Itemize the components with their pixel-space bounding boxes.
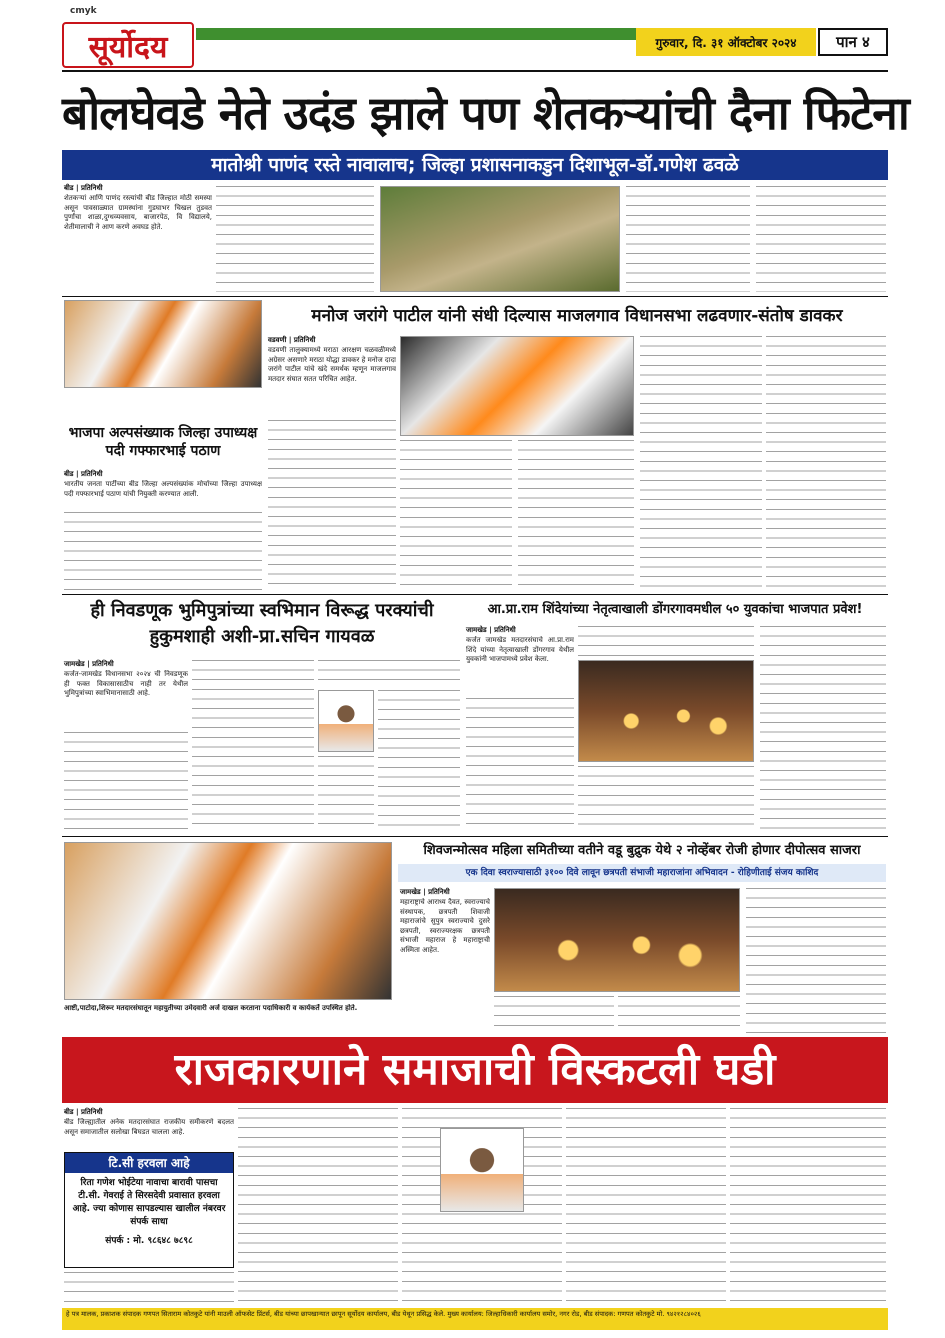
lead-dateline: बीड | प्रतिनिधी bbox=[64, 184, 103, 192]
story5-group-photo bbox=[578, 660, 754, 762]
classified-contact: संपर्क : मो. ९८६४८ ७८९८ bbox=[105, 1236, 193, 1246]
classified-ad bbox=[64, 1152, 234, 1268]
print-imprint: हे पत्र मालक, प्रकाशक संपादक गणपत सिताराम कोतकुटे यांनी माउली ऑफसेट प्रिंटर्स, बीड यांच्या छापखान्यात छापून सूर्योदय कार्यालय, बीड येथून प्रसिद्ध केले. मुख्य कार्यालय: जिल्हाधिकारी कार्यालय समोर, नगर रोड, बीड संपादक: गणपत कोतकुटे मो. ९४२१२८४०२६ bbox=[62, 1308, 888, 1330]
story4-column-3a bbox=[318, 660, 460, 688]
bottom-dateline: बीड | प्रतिनिधी bbox=[64, 1108, 103, 1116]
story2-column-2b bbox=[518, 440, 634, 590]
story5-dateline: जामखेड | प्रतिनिधी bbox=[466, 626, 516, 634]
story4-dateline: जामखेड | प्रतिनिधी bbox=[64, 660, 114, 668]
bottom-column-2 bbox=[238, 1108, 398, 1304]
nomination-photo bbox=[64, 842, 392, 1000]
story3-body bbox=[64, 512, 262, 590]
story2-column-3 bbox=[640, 336, 762, 590]
story6-subhead: एक दिवा स्वराज्यासाठी ३१०० दिवे लावून छत्रपती संभाजी महाराजांना अभिवादन - रोहिणीताई संजय काशिद bbox=[398, 864, 886, 882]
cmyk-mark-top: cmyk bbox=[70, 6, 97, 16]
section-rule bbox=[62, 296, 888, 297]
newspaper-logo: सूर्योदय bbox=[62, 22, 194, 68]
story3-headline: भाजपा अल्पसंख्याक जिल्हा उपाध्यक्ष पदी गफ्फारभाई पठाण bbox=[68, 425, 258, 459]
story5-column-3 bbox=[760, 626, 886, 832]
story5-headline: आ.प्रा.राम शिंदेयांच्या नेतृत्वाखाली डोंगरगावमधील ५० युवकांचा भाजपात प्रवेश! bbox=[487, 602, 863, 617]
lead-subhead: मातोश्री पाणंद रस्ते नावालाच; जिल्हा प्रशासनाकडुन दिशाभूल-डॉ.गणेश ढवळे bbox=[62, 150, 888, 180]
story4-intro: कर्जत-जामखेड विधानसभा २०२४ ची निवडणूक ही फक्त विकासासाठीच नाही तर येथील भुमिपुत्रांच्या स्वाभिमानासाठी आहे. bbox=[64, 670, 188, 698]
bottom-banner: राजकारणाने समाजाची विस्कटली घडी bbox=[62, 1037, 888, 1103]
story2-dateline: वडवणी | प्रतिनिधी bbox=[268, 336, 316, 344]
story4-column-3b bbox=[378, 690, 460, 832]
story4-portrait bbox=[318, 690, 374, 752]
story5-intro: कर्जत जामखेड मतदारसंघाचे आ.प्रा.राम शिंदे यांच्या नेतृत्वाखाली डोंगरगाव येथील युवकांनी भाजपामध्ये प्रवेश केला. bbox=[466, 636, 574, 664]
story4-column-2 bbox=[192, 660, 314, 832]
bottom-column-5 bbox=[730, 1108, 886, 1304]
story3-intro: भारतीय जनता पार्टीच्या बीड जिल्हा अल्पसंख्यांक मोर्चाच्या जिल्हा उपाध्यक्ष पदी गफ्फारभाई पठाण यांची नियुक्ती करण्यात आली. bbox=[64, 480, 262, 498]
story3-dateline: बीड | प्रतिनिधी bbox=[64, 470, 103, 478]
section-rule-2 bbox=[62, 594, 888, 595]
lead-intro-text: शेतकऱ्यां आणि पाणंद रस्त्यांची बीड जिल्हात मोठी समस्या असून पावसाळ्यात ग्रामस्थांना गुडघाभर चिखल तुडवत पुर्णांचा शाळा,दुग्धव्यवसाय, बाजारपेठ, वि विद्यालये, शेतीमालाची ने आण करणे अवघड होते. bbox=[64, 194, 212, 231]
story6-intro: महाराष्ट्राचे आराध्य दैवत, स्वराज्याचे संस्थापक, छत्रपती शिवाजी महाराजांचे सुपुत्र स्वराज्याचे दुसरे छत्रपती, स्वराज्यरक्षक छत्रपती संभाजी महाराज हे महाराष्ट्राची अस्मिता आहेत. bbox=[400, 898, 490, 954]
story5-column-2a bbox=[578, 626, 754, 658]
story6-dateline: जामखेड | प्रतिनिधी bbox=[400, 888, 450, 896]
bottom-column-1b bbox=[64, 1272, 234, 1304]
section-rule-3 bbox=[62, 836, 888, 837]
page-number: पान ४ bbox=[818, 28, 888, 56]
bottom-portrait bbox=[440, 1128, 524, 1212]
lead-column-2 bbox=[216, 186, 374, 292]
story2-intro: वडवणी तालुक्यामध्ये मराठा आरक्षण चळवळीमध्ये अग्रेसर असणारे मराठा योद्धा डावकर हे मनोज दादा जरांगे पाटील यांचे खंदे समर्थक म्हणून माजलगाव मतदार संघात सतत परिचित आहेत. bbox=[268, 346, 396, 383]
story4-column-1 bbox=[64, 732, 188, 832]
group-photo-bjp bbox=[64, 300, 262, 388]
story6-headline: शिवजन्मोत्सव महिला समितीच्या वतीने वडू बुद्रुक येथे २ नोव्हेंबर रोजी होणार दीपोत्सव साजरा bbox=[423, 843, 861, 858]
story2-column-2a bbox=[400, 440, 512, 590]
story2-headline: मनोज जरांगे पाटील यांनी संधी दिल्यास माजलगाव विधानसभा लढवणार-संतोष डावकर bbox=[311, 306, 843, 326]
story5-column-1 bbox=[466, 698, 574, 832]
masthead-green-strip bbox=[196, 28, 636, 40]
masthead-rule bbox=[62, 70, 888, 72]
story6-column-3 bbox=[746, 888, 886, 1034]
lead-column-4 bbox=[756, 186, 886, 292]
issue-date: गुरुवार, दि. ३१ ऑक्टोबर २०२४ bbox=[636, 28, 816, 56]
lead-road-photo bbox=[380, 186, 620, 292]
story2-photo bbox=[400, 336, 634, 436]
story5-column-2b bbox=[578, 766, 754, 832]
story6-column-2b bbox=[618, 996, 740, 1034]
story4-headline: ही निवडणूक भुमिपुत्रांच्या स्वभिमान विरूद्ध परक्यांची हुकुमशाही अशी-प्रा.सचिन गायवळ bbox=[90, 600, 434, 647]
classified-body: रिता गणेश भोईटेया नावाचा बारावी पासचा टी.सी. गेवराई ते सिरसदेवी प्रवासात हरवला आहे. ज्या कोणास सापडल्यास खालील नंबरवर संपर्क साधा bbox=[72, 1178, 226, 1227]
story2-column-1 bbox=[268, 420, 396, 590]
bottom-intro: बीड जिल्ह्यातील अनेक मतदारसंघात राजकीय समीकरणे बदलत असून समाजातील सलोखा बिघडत चालला आहे. bbox=[64, 1118, 234, 1136]
lead-column-3 bbox=[626, 186, 750, 292]
story4-column-3c bbox=[318, 756, 374, 832]
nomination-caption: आष्टी,पाटोदा,शिरूर मतदारसंघातून महायुतीच्या उमेदवारी अर्ज दाखल करताना पदाधिकारी व कार्यकर्ते उपस्थित होते. bbox=[64, 1004, 358, 1012]
deepotsav-photo bbox=[494, 888, 740, 992]
classified-title: टि.सी हरवला आहे bbox=[65, 1153, 233, 1173]
story2-column-4 bbox=[766, 336, 886, 590]
bottom-column-4 bbox=[566, 1108, 726, 1304]
lead-headline: बोलघेवडे नेते उदंड झाले पण शेतकऱ्यांची दैना फिटेना bbox=[62, 86, 909, 140]
story6-column-2a bbox=[494, 996, 614, 1034]
